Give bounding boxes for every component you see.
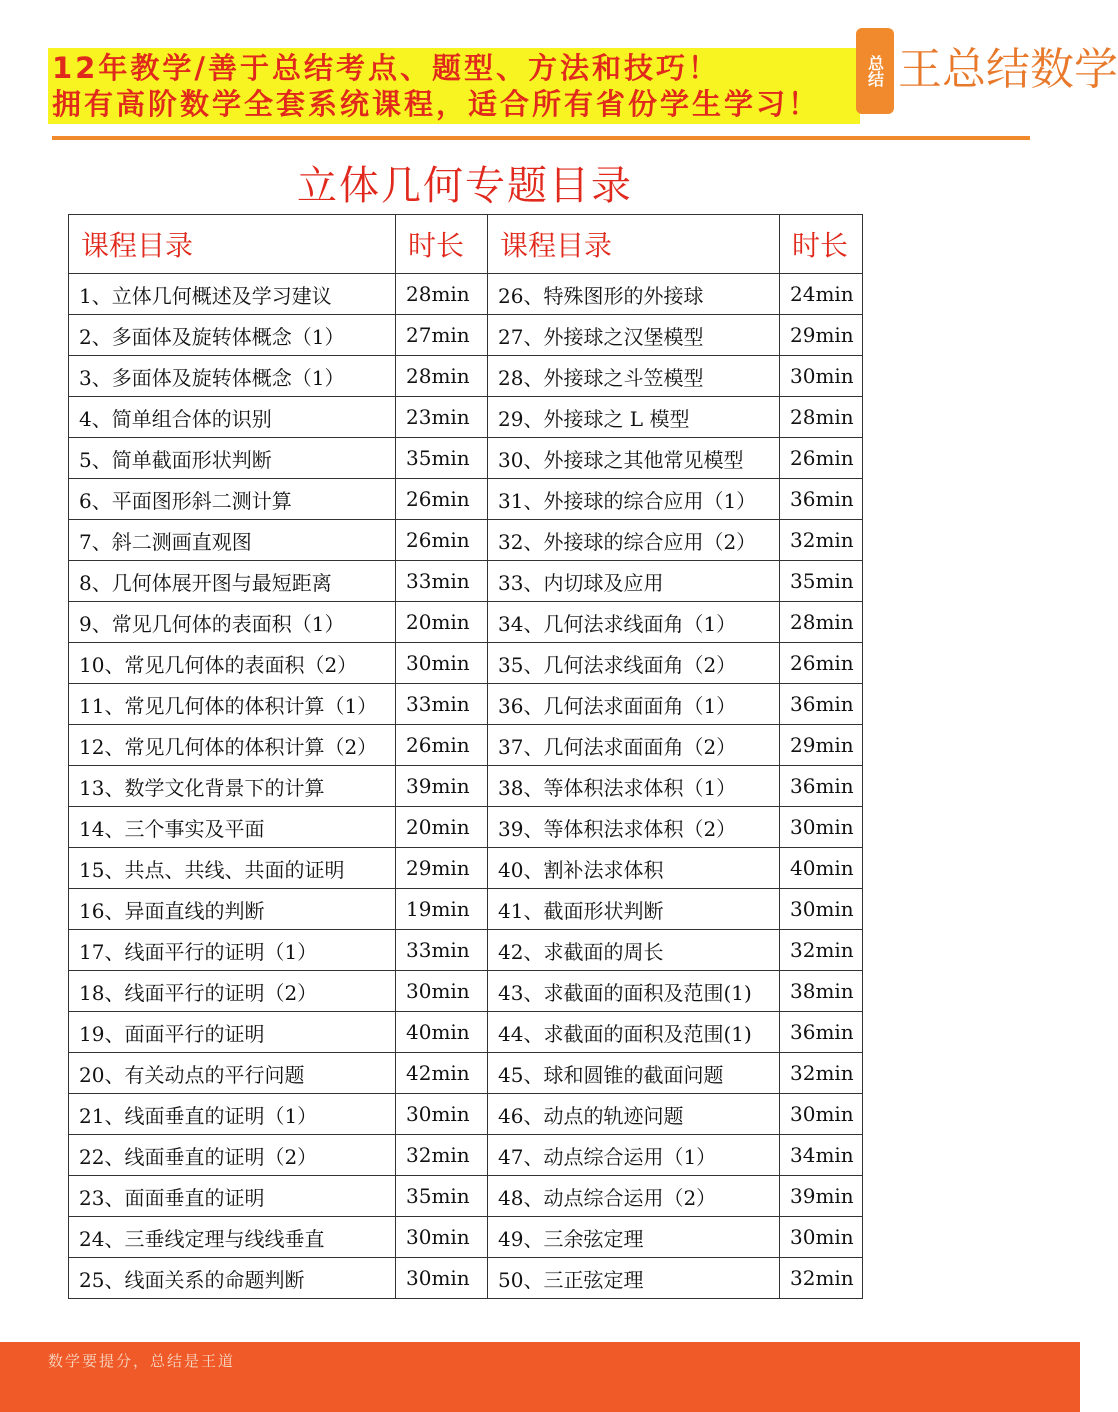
brand-name: 王总结数学 xyxy=(898,44,1118,95)
course-name-cell: 5、简单截面形状判断 xyxy=(69,438,396,479)
duration-cell: 32min xyxy=(780,930,863,971)
duration-cell: 30min xyxy=(396,1094,488,1135)
course-name-cell: 24、三垂线定理与线线垂直 xyxy=(69,1217,396,1258)
course-name-cell: 31、外接球的综合应用（1） xyxy=(488,479,780,520)
table-row xyxy=(69,315,863,356)
table-row xyxy=(69,848,863,889)
header-duration-left: 时长 xyxy=(396,215,488,274)
duration-cell: 32min xyxy=(396,1135,488,1176)
duration-cell: 39min xyxy=(396,766,488,807)
duration-cell: 35min xyxy=(780,561,863,602)
course-name-cell: 16、异面直线的判断 xyxy=(69,889,396,930)
course-name-cell: 28、外接球之斗笠模型 xyxy=(488,356,780,397)
duration-cell: 26min xyxy=(396,479,488,520)
duration-cell: 30min xyxy=(396,971,488,1012)
table-row xyxy=(69,971,863,1012)
table-row xyxy=(69,1012,863,1053)
course-name-cell: 14、三个事实及平面 xyxy=(69,807,396,848)
table-row xyxy=(69,807,863,848)
course-name-cell: 3、多面体及旋转体概念（1） xyxy=(69,356,396,397)
duration-cell: 40min xyxy=(396,1012,488,1053)
table-row xyxy=(69,602,863,643)
table-row xyxy=(69,889,863,930)
duration-cell: 35min xyxy=(396,438,488,479)
table-row xyxy=(69,479,863,520)
course-name-cell: 15、共点、共线、共面的证明 xyxy=(69,848,396,889)
duration-cell: 30min xyxy=(780,1094,863,1135)
brand-logo-icon: 总结 xyxy=(856,28,894,114)
course-name-cell: 44、求截面的面积及范围(1) xyxy=(488,1012,780,1053)
table-row xyxy=(69,561,863,602)
course-name-cell: 50、三正弦定理 xyxy=(488,1258,780,1299)
course-name-cell: 19、面面平行的证明 xyxy=(69,1012,396,1053)
duration-cell: 32min xyxy=(780,1258,863,1299)
duration-cell: 20min xyxy=(396,602,488,643)
table-row xyxy=(69,643,863,684)
duration-cell: 26min xyxy=(780,438,863,479)
course-name-cell: 1、立体几何概述及学习建议 xyxy=(69,274,396,315)
duration-cell: 27min xyxy=(396,315,488,356)
duration-cell: 42min xyxy=(396,1053,488,1094)
table-row xyxy=(69,397,863,438)
course-name-cell: 23、面面垂直的证明 xyxy=(69,1176,396,1217)
duration-cell: 30min xyxy=(780,356,863,397)
duration-cell: 30min xyxy=(780,889,863,930)
duration-cell: 36min xyxy=(780,766,863,807)
header-duration-right: 时长 xyxy=(780,215,863,274)
course-name-cell: 7、斜二测画直观图 xyxy=(69,520,396,561)
course-name-cell: 46、动点的轨迹问题 xyxy=(488,1094,780,1135)
table-row xyxy=(69,438,863,479)
course-catalog-table xyxy=(68,214,863,1299)
duration-cell: 26min xyxy=(396,520,488,561)
duration-cell: 28min xyxy=(780,397,863,438)
duration-cell: 26min xyxy=(396,725,488,766)
course-name-cell: 21、线面垂直的证明（1） xyxy=(69,1094,396,1135)
duration-cell: 29min xyxy=(780,315,863,356)
course-name-cell: 45、球和圆锥的截面问题 xyxy=(488,1053,780,1094)
promo-line-1: 12年教学/善于总结考点、题型、方法和技巧！ xyxy=(52,51,720,85)
table-row xyxy=(69,1094,863,1135)
table-row xyxy=(69,684,863,725)
duration-cell: 36min xyxy=(780,479,863,520)
duration-cell: 24min xyxy=(780,274,863,315)
table-row xyxy=(69,1135,863,1176)
course-name-cell: 20、有关动点的平行问题 xyxy=(69,1053,396,1094)
footer-slogan: 数学要提分，总结是王道 xyxy=(48,1352,236,1370)
course-name-cell: 43、求截面的面积及范围(1) xyxy=(488,971,780,1012)
course-name-cell: 40、割补法求体积 xyxy=(488,848,780,889)
duration-cell: 19min xyxy=(396,889,488,930)
course-name-cell: 42、求截面的周长 xyxy=(488,930,780,971)
course-name-cell: 35、几何法求线面角（2） xyxy=(488,643,780,684)
course-name-cell: 48、动点综合运用（2） xyxy=(488,1176,780,1217)
course-name-cell: 2、多面体及旋转体概念（1） xyxy=(69,315,396,356)
duration-cell: 39min xyxy=(780,1176,863,1217)
promo-line-2: 拥有高阶数学全套系统课程，适合所有省份学生学习！ xyxy=(52,87,821,121)
course-name-cell: 37、几何法求面面角（2） xyxy=(488,725,780,766)
duration-cell: 30min xyxy=(780,807,863,848)
duration-cell: 30min xyxy=(396,1258,488,1299)
table-row xyxy=(69,930,863,971)
course-name-cell: 9、常见几何体的表面积（1） xyxy=(69,602,396,643)
course-name-cell: 6、平面图形斜二测计算 xyxy=(69,479,396,520)
course-name-cell: 8、几何体展开图与最短距离 xyxy=(69,561,396,602)
course-name-cell: 41、截面形状判断 xyxy=(488,889,780,930)
duration-cell: 32min xyxy=(780,1053,863,1094)
duration-cell: 20min xyxy=(396,807,488,848)
course-name-cell: 18、线面平行的证明（2） xyxy=(69,971,396,1012)
duration-cell: 36min xyxy=(780,1012,863,1053)
table-row xyxy=(69,1176,863,1217)
course-name-cell: 34、几何法求线面角（1） xyxy=(488,602,780,643)
duration-cell: 30min xyxy=(396,643,488,684)
course-name-cell: 12、常见几何体的体积计算（2） xyxy=(69,725,396,766)
divider xyxy=(52,136,1030,140)
table-row xyxy=(69,356,863,397)
duration-cell: 36min xyxy=(780,684,863,725)
table-row xyxy=(69,274,863,315)
duration-cell: 23min xyxy=(396,397,488,438)
course-name-cell: 36、几何法求面面角（1） xyxy=(488,684,780,725)
table-row xyxy=(69,1053,863,1094)
duration-cell: 28min xyxy=(780,602,863,643)
course-name-cell: 17、线面平行的证明（1） xyxy=(69,930,396,971)
duration-cell: 29min xyxy=(396,848,488,889)
duration-cell: 33min xyxy=(396,930,488,971)
duration-cell: 26min xyxy=(780,643,863,684)
course-name-cell: 33、内切球及应用 xyxy=(488,561,780,602)
table-row xyxy=(69,520,863,561)
course-name-cell: 4、简单组合体的识别 xyxy=(69,397,396,438)
course-name-cell: 22、线面垂直的证明（2） xyxy=(69,1135,396,1176)
table-row xyxy=(69,1258,863,1299)
duration-cell: 28min xyxy=(396,274,488,315)
table-row xyxy=(69,725,863,766)
table-row xyxy=(69,766,863,807)
header-course-left: 课程目录 xyxy=(69,215,396,274)
duration-cell: 30min xyxy=(780,1217,863,1258)
duration-cell: 34min xyxy=(780,1135,863,1176)
course-name-cell: 27、外接球之汉堡模型 xyxy=(488,315,780,356)
course-name-cell: 29、外接球之 L 模型 xyxy=(488,397,780,438)
table-row xyxy=(69,1217,863,1258)
duration-cell: 33min xyxy=(396,684,488,725)
course-name-cell: 25、线面关系的命题判断 xyxy=(69,1258,396,1299)
header-course-right: 课程目录 xyxy=(488,215,780,274)
course-name-cell: 11、常见几何体的体积计算（1） xyxy=(69,684,396,725)
duration-cell: 28min xyxy=(396,356,488,397)
course-name-cell: 26、特殊图形的外接球 xyxy=(488,274,780,315)
duration-cell: 32min xyxy=(780,520,863,561)
duration-cell: 38min xyxy=(780,971,863,1012)
page-title: 立体几何专题目录 xyxy=(297,163,633,209)
duration-cell: 33min xyxy=(396,561,488,602)
course-name-cell: 10、常见几何体的表面积（2） xyxy=(69,643,396,684)
table-header-row xyxy=(69,215,863,274)
duration-cell: 29min xyxy=(780,725,863,766)
course-name-cell: 49、三余弦定理 xyxy=(488,1217,780,1258)
course-name-cell: 30、外接球之其他常见模型 xyxy=(488,438,780,479)
duration-cell: 40min xyxy=(780,848,863,889)
course-name-cell: 32、外接球的综合应用（2） xyxy=(488,520,780,561)
course-name-cell: 13、数学文化背景下的计算 xyxy=(69,766,396,807)
course-name-cell: 39、等体积法求体积（2） xyxy=(488,807,780,848)
duration-cell: 30min xyxy=(396,1217,488,1258)
duration-cell: 35min xyxy=(396,1176,488,1217)
course-name-cell: 47、动点综合运用（1） xyxy=(488,1135,780,1176)
course-name-cell: 38、等体积法求体积（1） xyxy=(488,766,780,807)
